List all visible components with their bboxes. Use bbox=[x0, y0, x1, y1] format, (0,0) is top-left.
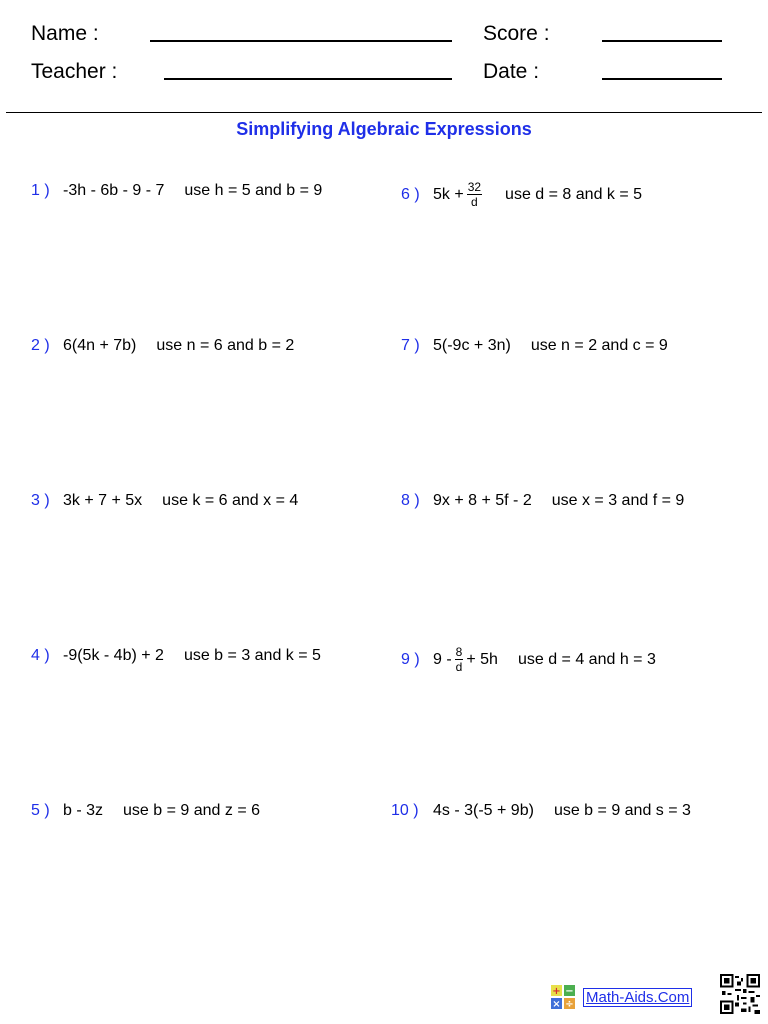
name-label: Name : bbox=[31, 22, 99, 45]
problem-expression: 9x + 8 + 5f - 2 bbox=[433, 492, 532, 509]
date-line bbox=[602, 78, 722, 80]
problem-values: use b = 9 and s = 3 bbox=[553, 802, 691, 819]
fraction bbox=[455, 646, 464, 673]
problem-expression: 3k + 7 + 5x bbox=[63, 492, 143, 509]
svg-text:−: − bbox=[565, 986, 574, 997]
svg-text:÷: ÷ bbox=[565, 999, 574, 1009]
fraction-numerator: 8 bbox=[455, 645, 463, 659]
problem-values: use h = 5 and b = 9 bbox=[184, 182, 323, 199]
problem-number: 6 ) bbox=[401, 185, 420, 203]
problem-number: 9 ) bbox=[401, 650, 420, 668]
date-label: Date : bbox=[483, 60, 540, 83]
name-line bbox=[150, 40, 452, 42]
fraction-denominator: d bbox=[471, 195, 478, 209]
qr-code-icon bbox=[720, 974, 760, 1014]
problem-number: 1 ) bbox=[31, 182, 50, 199]
score-line bbox=[602, 40, 722, 42]
math-aids-link[interactable]: Math-Aids.Com bbox=[583, 988, 692, 1007]
problem-2 bbox=[31, 336, 294, 356]
problem-10 bbox=[391, 801, 691, 821]
problem-values: use d = 4 and h = 3 bbox=[517, 650, 656, 668]
worksheet-title: Simplifying Algebraic Expressions bbox=[236, 119, 532, 139]
problem-values: use n = 2 and c = 9 bbox=[530, 337, 668, 354]
problem-values: use x = 3 and f = 9 bbox=[551, 492, 685, 509]
svg-text:×: × bbox=[552, 999, 561, 1009]
fraction-numerator: 32 bbox=[467, 180, 482, 194]
problem-expression-pre: 9 - bbox=[433, 650, 452, 668]
problem-expression: b - 3z bbox=[63, 802, 104, 819]
fraction-denominator: d bbox=[455, 660, 463, 674]
problem-number: 4 ) bbox=[31, 647, 50, 664]
problem-number: 10 ) bbox=[391, 802, 419, 819]
score-label: Score : bbox=[483, 22, 550, 45]
fraction bbox=[467, 181, 482, 208]
problem-9 bbox=[401, 646, 656, 673]
problem-number: 7 ) bbox=[401, 337, 420, 354]
problem-expression: 5(-9c + 3n) bbox=[433, 337, 511, 354]
problem-expression-post: + 5h bbox=[466, 650, 498, 668]
problem-values: use b = 3 and k = 5 bbox=[183, 647, 321, 664]
problem-expression: 6(4n + 7b) bbox=[63, 337, 137, 354]
problem-5 bbox=[31, 801, 260, 821]
problem-values: use d = 8 and k = 5 bbox=[505, 185, 643, 203]
problem-number: 8 ) bbox=[401, 492, 420, 509]
problem-7 bbox=[401, 336, 668, 356]
problem-values: use b = 9 and z = 6 bbox=[123, 802, 261, 819]
svg-text:+: + bbox=[552, 986, 561, 997]
problem-expression-pre: 5k + bbox=[433, 185, 464, 203]
problem-expression: 4s - 3(-5 + 9b) bbox=[433, 802, 534, 819]
problem-number: 3 ) bbox=[31, 492, 50, 509]
problem-number: 2 ) bbox=[31, 337, 50, 354]
problem-1 bbox=[31, 181, 322, 201]
problem-expression: -9(5k - 4b) + 2 bbox=[63, 647, 164, 664]
problem-values: use n = 6 and b = 2 bbox=[156, 337, 295, 354]
problem-8 bbox=[401, 491, 684, 511]
teacher-line bbox=[164, 78, 452, 80]
calculator-icon bbox=[551, 985, 575, 1009]
problem-3 bbox=[31, 491, 298, 511]
header-divider bbox=[6, 112, 762, 113]
problem-4 bbox=[31, 646, 321, 666]
teacher-label: Teacher : bbox=[31, 60, 118, 83]
problem-number: 5 ) bbox=[31, 802, 50, 819]
problem-expression: -3h - 6b - 9 - 7 bbox=[63, 182, 165, 199]
problem-6 bbox=[401, 181, 642, 208]
problem-values: use k = 6 and x = 4 bbox=[162, 492, 299, 509]
